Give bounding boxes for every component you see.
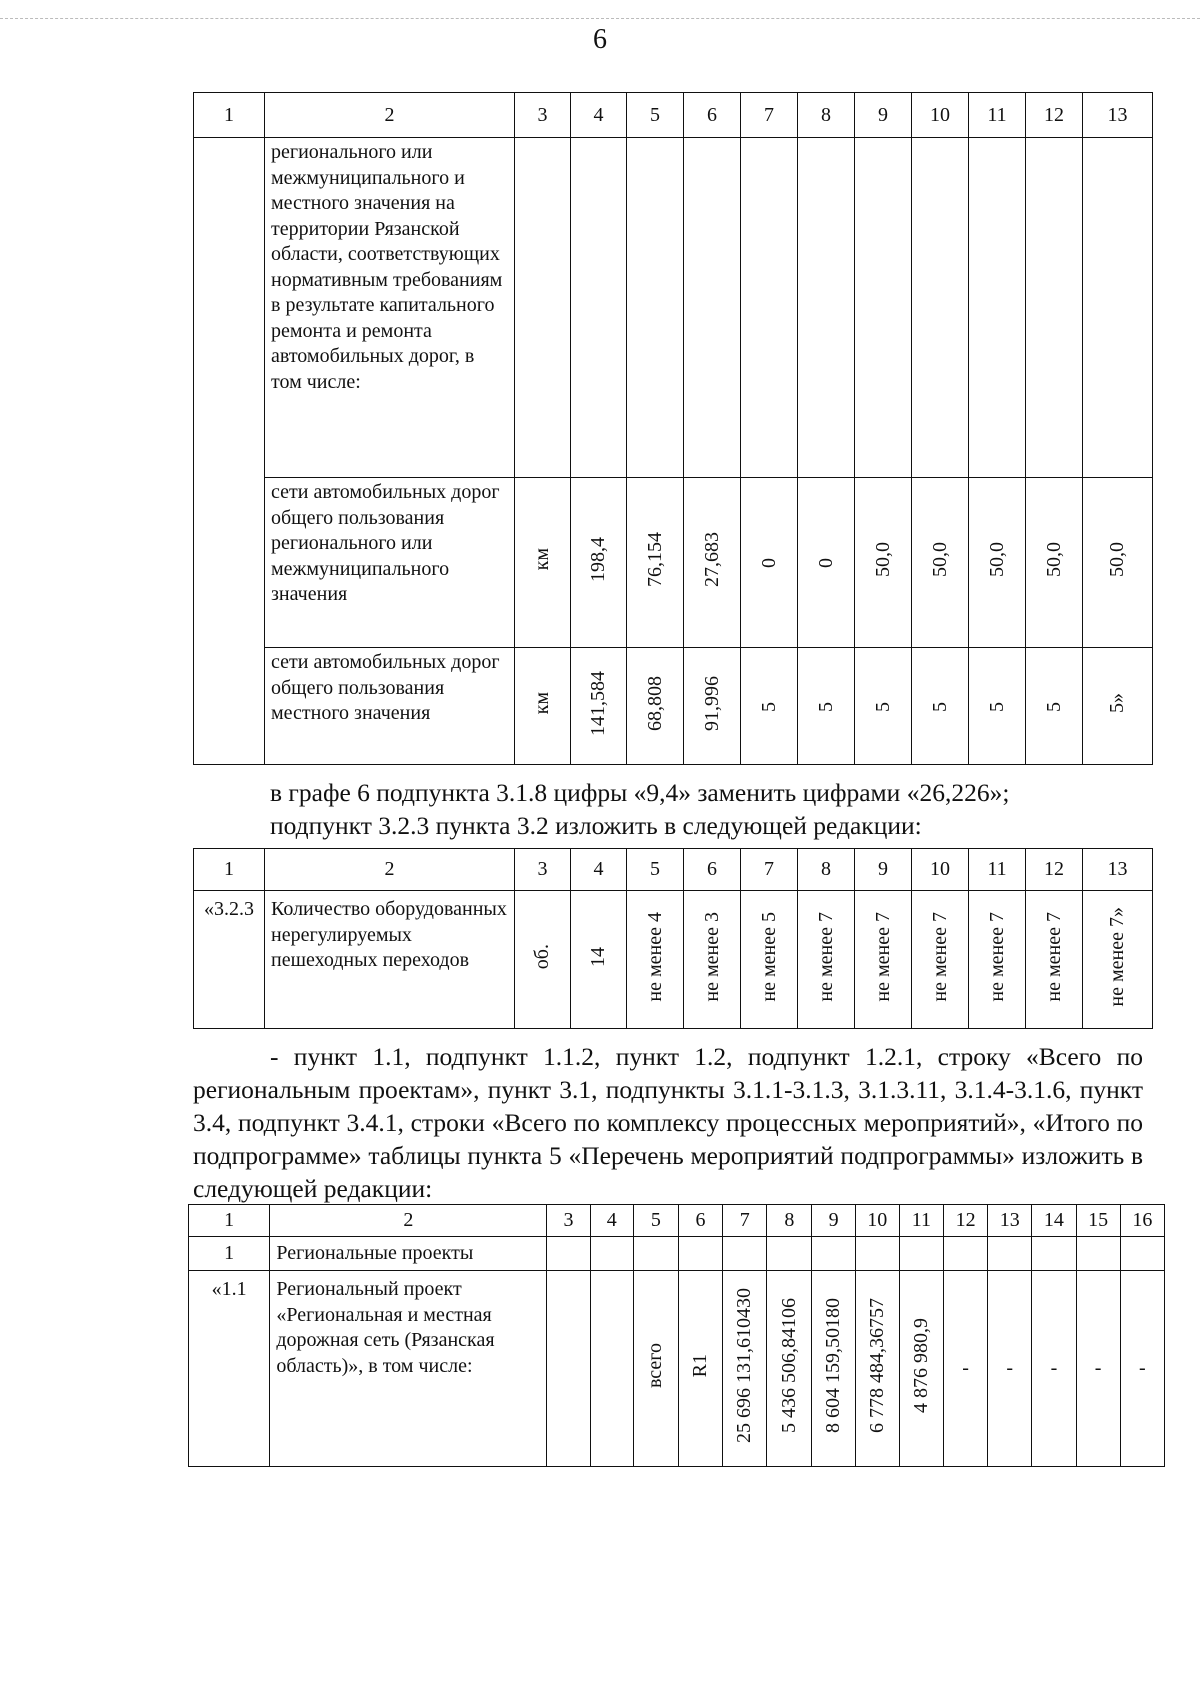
header-cell: 13 [1083, 849, 1153, 891]
header-cell: 2 [270, 1205, 547, 1237]
value-cell: 5 [757, 701, 780, 712]
value-cell: 68,808 [643, 675, 666, 731]
value-cell: не менее 7» [1106, 906, 1128, 1007]
value-cell: 5 [814, 701, 837, 712]
value-cell: не менее 7 [871, 911, 894, 1002]
indicators-table-continued [193, 92, 1153, 765]
header-cell: 6 [684, 93, 741, 138]
value-cell: 50,0 [985, 542, 1008, 577]
header-cell: 6 [678, 1205, 722, 1237]
header-cell: 11 [899, 1205, 943, 1237]
value-cell: 5 [928, 701, 951, 712]
value-cell: не менее 7 [928, 911, 951, 1002]
value-cell: 198,4 [587, 537, 609, 582]
value-cell: не менее 7 [814, 911, 837, 1002]
value-cell: 0 [814, 558, 837, 568]
header-cell: 11 [969, 93, 1026, 138]
value-cell: 4 876 980,9 [909, 1318, 932, 1413]
header-cell: 7 [723, 1205, 767, 1237]
value-cell: - [1032, 1271, 1076, 1467]
header-cell: 14 [1032, 1205, 1076, 1237]
value-cell: 5 [1042, 701, 1065, 712]
table-row [194, 648, 1153, 765]
header-cell: 7 [741, 93, 798, 138]
subprogram-measures-table [188, 1204, 1165, 1467]
value-cell: 6 778 484,36757 [865, 1298, 888, 1433]
header-cell: 2 [265, 93, 515, 138]
section-number: 1 [189, 1237, 270, 1271]
header-cell: 13 [1083, 93, 1153, 138]
value-cell: 0 [757, 558, 780, 568]
header-cell: 10 [912, 93, 969, 138]
value-cell: - [944, 1271, 988, 1467]
value-cell: не менее 7 [985, 911, 1008, 1002]
header-cell: 4 [590, 1205, 633, 1237]
indicator-name: Количество оборудованных нерегулируемых пешеходных переходов [265, 891, 515, 1029]
header-cell: 9 [855, 93, 912, 138]
header-cell: 15 [1076, 1205, 1120, 1237]
row-number-cell: «3.2.3 [194, 891, 265, 1029]
table-header-row [194, 93, 1153, 138]
amendment-text-1 [270, 776, 1170, 842]
value-cell: R1 [689, 1353, 712, 1378]
value-cell: 50,0 [1106, 542, 1128, 577]
table-row [189, 1237, 1165, 1271]
indicator-name: сети автомобильных дорог общего пользования регионального или межмуниципального значения [265, 478, 515, 648]
table-row [194, 478, 1153, 648]
amendment-text-2: - пункт 1.1, подпункт 1.1.2, пункт 1.2, подпункт 1.2.1, строку «Всего по региональным проектам», пункт 3.1, подпункты 3.1.1-3.1.3, 3.1.3.11, 3.1.4-3.1.6, пункт 3.4, подпункт 3.4.1, строки «Всего по комплексу процессных мероприятий», «Итого по подпрограмме» таблицы пункта 5 «Перечень мероприятий подпрограммы» изложить в следующей редакции: [193, 1042, 1143, 1203]
header-cell: 3 [547, 1205, 590, 1237]
unit-cell: об. [531, 943, 553, 970]
header-cell: 12 [944, 1205, 988, 1237]
value-cell: 50,0 [871, 542, 894, 577]
value-cell: не менее 4 [643, 911, 666, 1002]
value-cell: всего [644, 1342, 667, 1389]
value-cell: 27,683 [700, 532, 723, 587]
table-header-row [189, 1205, 1165, 1237]
page-number: 6 [593, 24, 607, 55]
header-cell: 3 [515, 93, 571, 138]
header-cell: 7 [741, 849, 798, 891]
header-cell: 5 [627, 93, 684, 138]
section-name: Региональные проекты [270, 1237, 547, 1271]
header-cell: 8 [767, 1205, 812, 1237]
value-cell: 76,154 [643, 532, 666, 587]
header-cell: 12 [1026, 93, 1083, 138]
unit-cell: км [531, 691, 553, 715]
page-top-edge [0, 18, 1200, 20]
paragraph: в графе 6 подпункта 3.1.8 цифры «9,4» заменить цифрами «26,226»; [270, 778, 1010, 807]
value-cell: - [988, 1271, 1032, 1467]
header-cell: 2 [265, 849, 515, 891]
row-number-cell [194, 138, 265, 765]
value-cell: 91,996 [700, 675, 723, 731]
value-cell: 14 [587, 946, 609, 967]
header-cell: 1 [189, 1205, 270, 1237]
value-cell: 5 [985, 701, 1008, 712]
header-cell: 1 [194, 849, 265, 891]
header-cell: 11 [969, 849, 1026, 891]
value-cell: 5» [1106, 693, 1128, 713]
header-cell: 10 [855, 1205, 899, 1237]
value-cell: 8 604 159,50180 [822, 1298, 845, 1433]
table-row [194, 138, 1153, 478]
header-cell: 5 [627, 849, 684, 891]
value-cell: - [1076, 1271, 1120, 1467]
value-cell: не менее 3 [700, 911, 723, 1002]
header-cell: 13 [988, 1205, 1032, 1237]
indicator-name: сети автомобильных дорог общего пользования местного значения [265, 648, 515, 765]
header-cell: 4 [571, 849, 627, 891]
header-cell: 8 [798, 849, 855, 891]
unit-cell: км [531, 548, 553, 571]
header-cell: 9 [855, 849, 912, 891]
paragraph: подпункт 3.2.3 пункта 3.2 изложить в следующей редакции: [270, 811, 922, 840]
header-cell: 10 [912, 849, 969, 891]
header-cell: 5 [633, 1205, 678, 1237]
value-cell: - [1120, 1271, 1164, 1467]
header-cell: 4 [571, 93, 627, 138]
row-number-cell: «1.1 [189, 1271, 270, 1467]
value-cell: 5 [871, 701, 894, 712]
value-cell: не менее 7 [1042, 911, 1065, 1002]
value-cell: 5 436 506,84106 [777, 1298, 800, 1433]
table-row [189, 1271, 1165, 1467]
value-cell: 141,584 [587, 670, 609, 736]
value-cell: 25 696 131,610430 [733, 1288, 756, 1443]
header-cell: 12 [1026, 849, 1083, 891]
header-cell: 16 [1120, 1205, 1164, 1237]
indicator-3-2-3-table [193, 848, 1153, 1029]
header-cell: 8 [798, 93, 855, 138]
table-header-row [194, 849, 1153, 891]
header-cell: 6 [684, 849, 741, 891]
indicator-name: регионального или межмуниципального и местного значения на территории Рязанской области, соответствующих нормативным требованиям в результате капитального ремонта и ремонта автомобильных дорог, в том числе: [265, 138, 515, 478]
header-cell: 1 [194, 93, 265, 138]
table-row [194, 891, 1153, 1029]
value-cell: 50,0 [1042, 542, 1065, 577]
header-cell: 9 [812, 1205, 855, 1237]
measure-name: Региональный проект «Региональная и местная дорожная сеть (Рязанская область)», в том числе: [270, 1271, 547, 1467]
value-cell: не менее 5 [757, 911, 780, 1002]
header-cell: 3 [515, 849, 571, 891]
value-cell: 50,0 [928, 542, 951, 577]
